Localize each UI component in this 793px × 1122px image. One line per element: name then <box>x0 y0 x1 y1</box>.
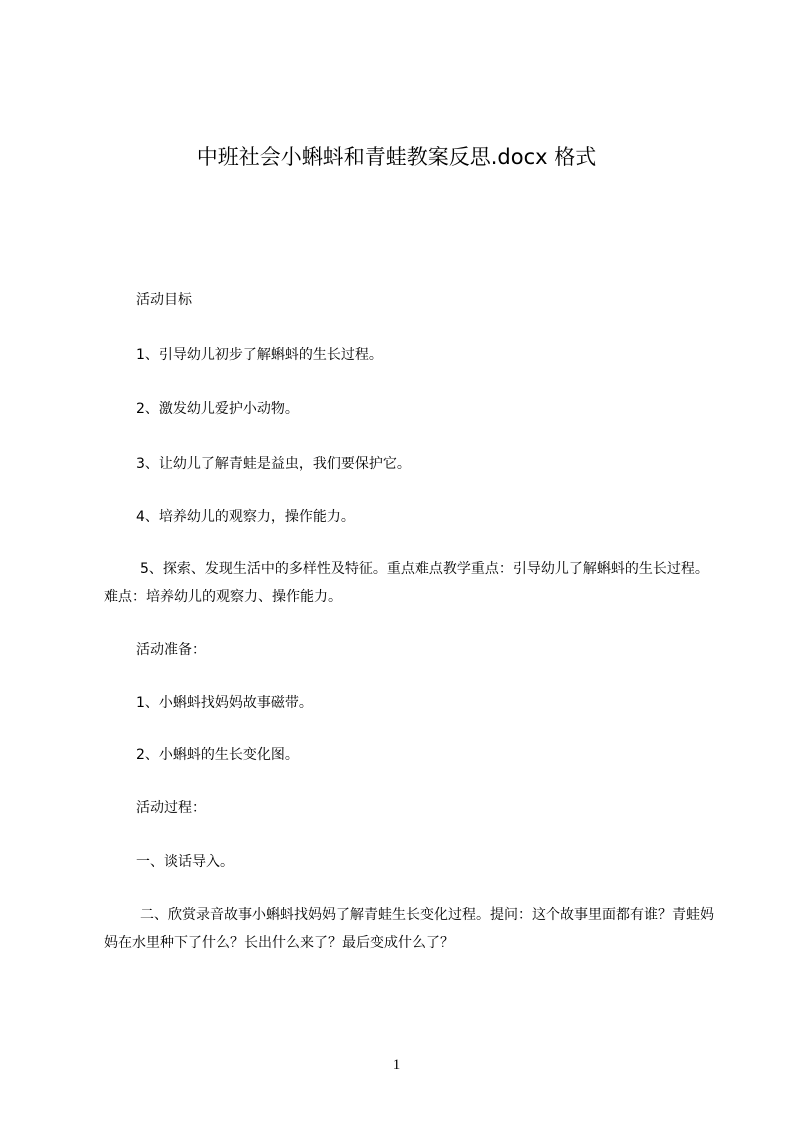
paragraph-process-step-2: 二、欣赏录音故事小蝌蚪找妈妈了解青蛙生长变化过程。提问：这个故事里面都有谁？青蛙妈妈在水里种下了什么？长出什么来了？最后变成什么了？ <box>104 907 714 951</box>
paragraph-goal-3: 3、让幼儿了解青蛙是益虫，我们要保护它。 <box>136 456 411 472</box>
paragraph-preparation-2: 2、小蝌蚪的生长变化图。 <box>136 747 299 763</box>
paragraph-process-heading: 活动过程： <box>136 800 206 816</box>
paragraph-preparation-1: 1、小蝌蚪找妈妈故事磁带。 <box>136 695 313 711</box>
paragraph-goal-5-and-focus: 5、探索、发现生活中的多样性及特征。重点难点教学重点：引导幼儿了解蝌蚪的生长过程。难点：培养幼儿的观察力、操作能力。 <box>104 561 709 605</box>
paragraph-process-step-1: 一、谈话导入。 <box>136 854 234 870</box>
document-title: 中班社会小蝌蚪和青蛙教案反思.docx 格式 <box>196 145 597 169</box>
paragraph-activity-goals-heading: 活动目标 <box>136 292 192 308</box>
paragraph-goal-1: 1、引导幼儿初步了解蝌蚪的生长过程。 <box>136 347 383 363</box>
paragraph-preparation-heading: 活动准备： <box>136 642 206 658</box>
paragraph-goal-2: 2、激发幼儿爱护小动物。 <box>136 401 299 417</box>
page-number: 1 <box>392 1057 401 1073</box>
paragraph-goal-4: 4、培养幼儿的观察力，操作能力。 <box>136 509 355 525</box>
